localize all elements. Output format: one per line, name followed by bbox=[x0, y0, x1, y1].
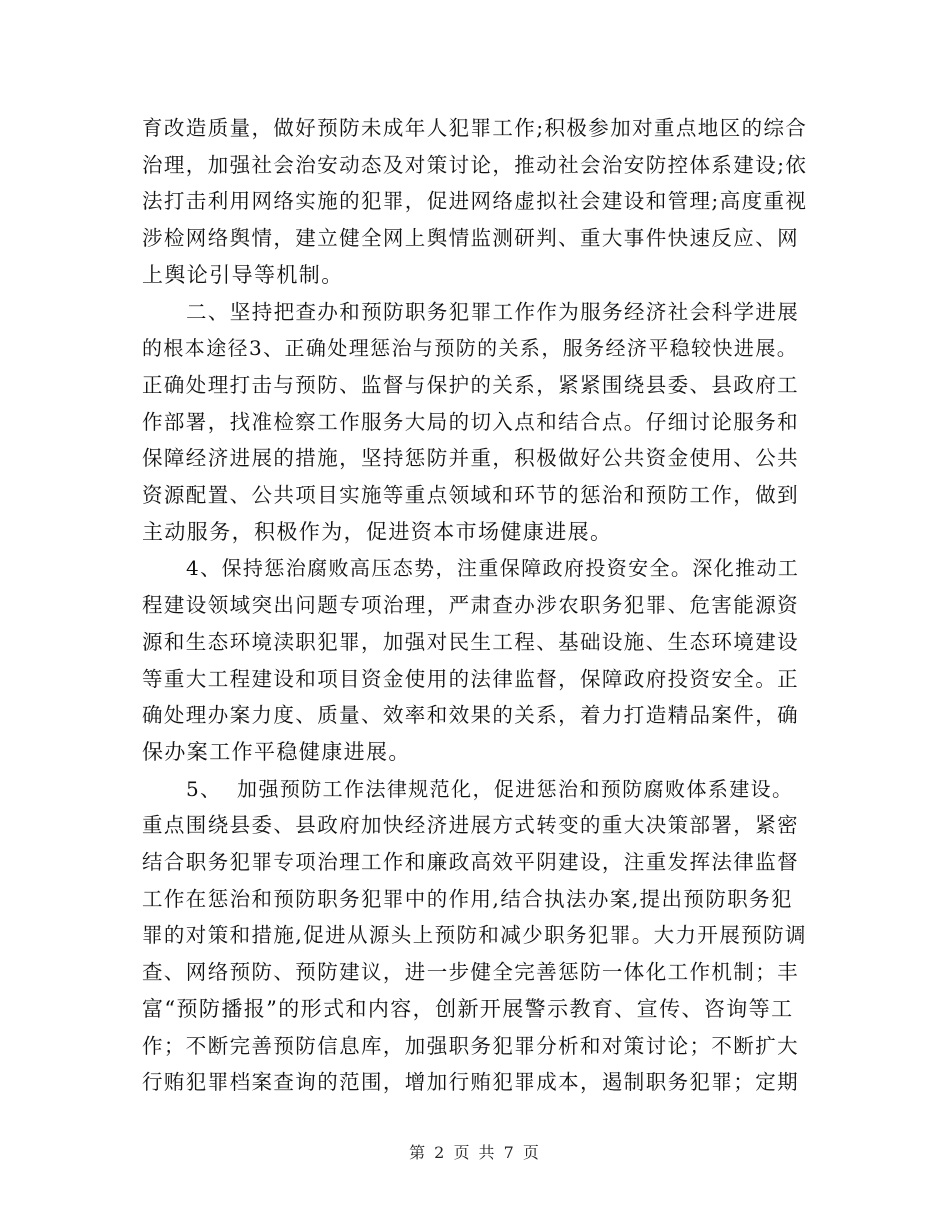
text-line: 上舆论引导等机制。 bbox=[142, 262, 344, 287]
paragraph-4 bbox=[142, 771, 807, 1101]
text-line: 涉检网络舆情，建立健全网上舆情监测研判、重大事件快速反应、网 bbox=[142, 226, 799, 251]
text-line: 二、坚持把查办和预防职务犯罪工作作为服务经济社会科学进展 bbox=[186, 299, 800, 324]
text-line: 保办案工作平稳健康进展。 bbox=[142, 739, 411, 764]
text-line: 正确处理打击与预防、监督与保护的关系，紧紧围绕县委、县政府工 bbox=[142, 372, 799, 397]
text-line: 工作在惩治和预防职务犯罪中的作用,结合执法办案,提出预防职务犯 bbox=[142, 886, 793, 911]
text-line: 程建设领域突出问题专项治理，严肃查办涉农职务犯罪、危害能源资 bbox=[142, 593, 799, 618]
text-line: 法打击利用网络实施的犯罪，促进网络虚拟社会建设和管理;高度重视 bbox=[142, 189, 808, 214]
text-line: 5、 加强预防工作法律规范化，促进惩治和预防腐败体系建设。 bbox=[186, 776, 794, 801]
text-line: 确处理办案力度、质量、效率和效果的关系，着力打造精品案件，确 bbox=[142, 703, 799, 728]
page-number-footer: 第 2 页 共 7 页 bbox=[409, 1143, 541, 1162]
text-line: 重点围绕县委、县政府加快经济进展方式转变的重大决策部署，紧密 bbox=[142, 813, 799, 838]
text-line: 育改造质量，做好预防未成年人犯罪工作;积极参加对重点地区的综合 bbox=[142, 116, 808, 140]
text-line: 等重大工程建设和项目资金使用的法律监督，保障政府投资安全。正 bbox=[142, 666, 799, 691]
text-line: 保障经济进展的措施，坚持惩防并重，积极做好公共资金使用、公共 bbox=[142, 446, 799, 471]
text-line: 查、网络预防、预防建议，进一步健全完善惩防一体化工作机制；丰 bbox=[142, 960, 799, 985]
paragraph-3 bbox=[142, 550, 807, 770]
text-line: 结合职务犯罪专项治理工作和廉政高效平阴建设，注重发挥法律监督 bbox=[142, 850, 799, 875]
text-line: 作；不断完善预防信息库，加强职务犯罪分析和对策讨论；不断扩大 bbox=[142, 1033, 799, 1058]
paragraph-1 bbox=[142, 110, 807, 294]
paragraph-2 bbox=[142, 294, 807, 551]
text-line: 的根本途径3、正确处理惩治与预防的关系，服务经济平稳较快进展。 bbox=[142, 336, 799, 361]
text-line: 作部署，找准检察工作服务大局的切入点和结合点。仔细讨论服务和 bbox=[142, 409, 799, 434]
text-line: 源和生态环境渎职犯罪，加强对民生工程、基础设施、生态环境建设 bbox=[142, 629, 799, 654]
text-line: 资源配置、公共项目实施等重点领域和环节的惩治和预防工作，做到 bbox=[142, 483, 799, 508]
text-line: 主动服务，积极作为，促进资本市场健康进展。 bbox=[142, 519, 613, 544]
text-line: 行贿犯罪档案查询的范围，增加行贿犯罪成本，遏制职务犯罪；定期 bbox=[142, 1070, 799, 1095]
text-line: 治理，加强社会治安动态及对策讨论，推动社会治安防控体系建设;依 bbox=[142, 152, 808, 177]
text-line: 罪的对策和措施,促进从源头上预防和减少职务犯罪。大力开展预防调 bbox=[142, 923, 807, 948]
document-body bbox=[142, 110, 807, 1101]
text-line: 富“预防播报”的形式和内容，创新开展警示教育、宣传、咨询等工 bbox=[142, 996, 794, 1021]
text-line: 4、保持惩治腐败高压态势，注重保障政府投资安全。深化推动工 bbox=[186, 556, 800, 581]
